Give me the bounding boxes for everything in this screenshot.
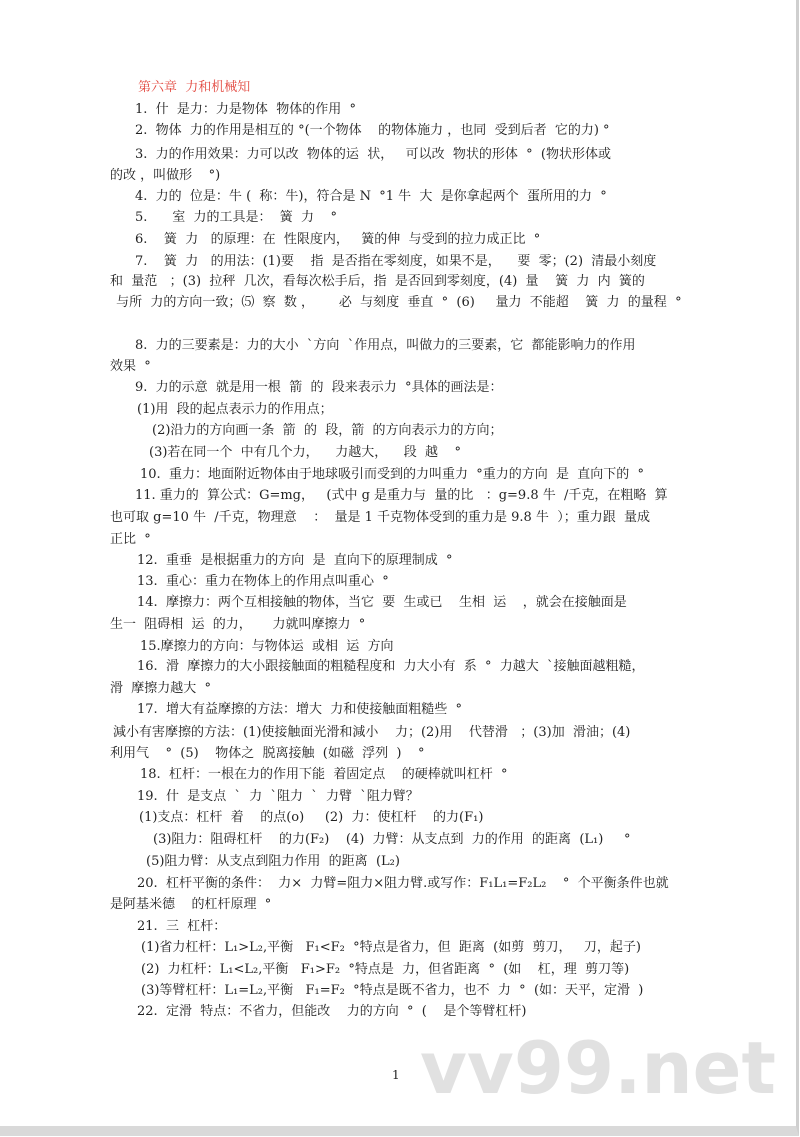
text-line: (2)沿力的方向画一条 箭 的 段，箭 的方向表示力的方向； xyxy=(152,423,503,438)
text-line: 利用气 ° (5) 物体之 脱离接触 (如磁 浮列 ) ° xyxy=(110,746,425,761)
text-line: 11. 重力的 算公式：G=mg， (式中 g 是重力与 量的比 ：g=9.8 牛 /千克，在粗略 算 xyxy=(135,488,668,503)
text-line: 20. 杠杆平衡的条件： 力× 力臂=阻力×阻力臂.或写作：F₁L₁=F₂L₂ ° 个平衡条件也就 xyxy=(137,876,669,891)
text-line: 与所 力的方向一致；⑸ 察 数 ， 必 与刻度 垂直 ° (6) 量力 不能超 簧 力 的量程 ° xyxy=(112,295,682,310)
text-line: 減小有害摩擦的方法：(1)使接触面光滑和減小 力；(2)用 代替滑 ；(3)加 滑油；(4) xyxy=(113,725,631,740)
text-line: 17. 增大有益摩擦的方法：增大 力和使接触面粗糙些 ° xyxy=(137,702,462,717)
text-line: 5. 室 力的工具是： 簧 力 ° xyxy=(135,210,338,225)
text-line: 16. 滑 摩擦力的大小跟接触面的粗糙程度和 力大小有 系 ° 力越大 `接触面越粗糙， xyxy=(137,659,645,674)
text-line: 和 量范 ；(3) 拉秤 几次，看每次松手后，指 是否回到零刻度，(4) 量 簧 力 内 簧的 xyxy=(110,274,645,289)
text-line: 的改 ，叫做形 °) xyxy=(110,168,221,183)
text-line: 19. 什 是支点 ` 力 `阻力 ` 力臂 `阻力臂？ xyxy=(137,789,419,804)
text-line: 效果 ° xyxy=(110,359,151,374)
text-line: 8. 力的三要素是：力的大小 `方向 `作用点，叫做力的三要素，它 都能影响力的作用 xyxy=(135,338,636,353)
text-line: 13. 重心：重力在物体上的作用点叫重心 ° xyxy=(137,574,389,589)
text-line: 2. 物体 力的作用是相互的 °(一个物体 的物体施力 ，也同 受到后者 它的力) ° xyxy=(135,123,610,138)
text-line: 是阿基米德 的杠杆原理 ° xyxy=(110,897,272,912)
text-line: 3. 力的作用效果：力可以改 物体的运 状， 可以改 物状的形体 ° (物状形体或 xyxy=(135,147,611,162)
text-line: 6. 簧 力 的原理：在 性限度内， 簧的伸 与受到的拉力成正比 ° xyxy=(135,232,541,247)
text-line: 1. 什 是力：力是物体 物体的作用 ° xyxy=(135,102,356,117)
text-line: 滑 摩擦力越大 ° xyxy=(110,681,212,696)
text-line: 10. 重力：地面附近物体由于地球吸引而受到的力叫重力 °重力的方向 是 直向下的 ° xyxy=(140,467,644,482)
text-line: 4. 力的 位是：牛 ( 称：牛)，符合是 N °1 牛 大 是你拿起两个 蛋所用的力 ° xyxy=(135,189,607,204)
chapter-title: 第六章 力和机械知 xyxy=(138,80,251,95)
text-line: 21. 三 杠杆： xyxy=(137,919,227,934)
text-line: (3)等臂杠杆：L₁=L₂,平衡 F₁=F₂ °特点是既不省力，也不 力 ° (如：天平，定滑 ) xyxy=(141,983,644,998)
text-line: 9. 力的示意 就是用一根 箭 的 段来表示力 °具体的画法是： xyxy=(135,380,503,395)
text-line: 也可取 g=10 牛 /千克，物理意 ： 量是 1 千克物体受到的重力是 9.8 牛 ）；重力跟 量成 xyxy=(110,510,650,525)
text-line: 22. 定滑 特点：不省力，但能改 力的方向 ° ( 是个等臂杠杆) xyxy=(137,1004,527,1019)
text-line: 18. 杠杆：一根在力的作用下能 着固定点 的硬棒就叫杠杆 ° xyxy=(140,767,508,782)
text-line: 正比 ° xyxy=(110,532,151,547)
text-line: (1)支点：杠杆 着 的点(o) (2) 力：使杠杆 的力(F₁) xyxy=(139,810,484,825)
text-line: (3)若在同一个 中有几个力， 力越大， 段 越 ° xyxy=(149,445,462,460)
page-number: 1 xyxy=(392,1068,400,1082)
text-line: 15.摩擦力的方向：与物体运 或相 运 方向 xyxy=(140,639,394,654)
text-line: 生一 阻碍相 运 的力， 力就叫摩擦力 ° xyxy=(110,617,366,632)
text-line: (2) 力杠杆：L₁<L₂,平衡 F₁>F₂ °特点是 力，但省距离 ° (如 杠，理 剪刀等) xyxy=(141,962,630,977)
text-line: 12. 重垂 是根据重力的方向 是 直向下的原理制成 ° xyxy=(137,553,453,568)
text-line: (5)阻力臂：从支点到阻力作用 的距离 (L₂) xyxy=(146,854,400,869)
text-line: 7. 簧 力 的用法：(1)要 指 是否指在零刻度，如果不是， 要 零；(2) 清最小刻度 xyxy=(135,254,657,269)
text-line: (3)阻力：阻碍杠杆 的力(F₂) (4) 力臂：从支点到 力的作用 的距离 (L₁) ° xyxy=(153,832,631,847)
text-line: 14. 摩擦力：两个互相接触的物体，当它 要 生或已 生相 运 ，就会在接触面是 xyxy=(137,595,627,610)
text-line: (1)用 段的起点表示力的作用点； xyxy=(137,402,333,417)
watermark: vv99.net xyxy=(420,1026,776,1110)
text-line: (1)省力杠杆：L₁>L₂,平衡 F₁<F₂ °特点是省力，但 距离 (如剪 剪刀， 刀，起子) xyxy=(141,940,641,955)
